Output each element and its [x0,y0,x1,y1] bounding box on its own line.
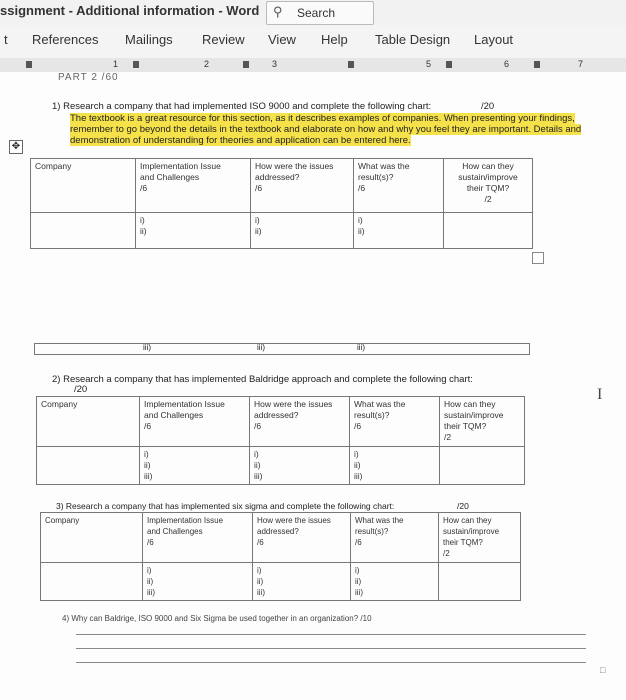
table-cell[interactable]: i) ii) [136,213,251,249]
question-2-marks: /20 [74,384,88,395]
search-box[interactable] [266,1,374,25]
search-icon: ⚲ [273,4,283,19]
question-3: 3) Research a company that has implemented six sigma and complete the following chart: [56,501,395,511]
answer-line [76,662,586,663]
roman-iii: iii) [143,343,151,352]
question-4: 4) Why can Baldrige, ISO 9000 and Six Sigma be used together in an organization? /10 [62,614,372,623]
table-cell[interactable]: i) ii) [354,213,444,249]
ruler-marker[interactable] [133,61,139,68]
header-sustain: How can they sustain/improve their TQM? /2 [440,397,525,447]
table-cell[interactable]: i) ii) iii) [350,447,440,485]
header-company: Company [41,513,143,563]
answer-line [76,648,586,649]
tab-help[interactable]: Help [321,32,348,47]
ruler-marker[interactable] [446,61,452,68]
table-cell[interactable]: i) ii) iii) [250,447,350,485]
table-continued-row [34,343,530,355]
roman-iii: iii) [257,343,265,352]
ruler-number: 7 [578,59,584,69]
answer-line [76,634,586,635]
header-issues: How were the issues addressed? /6 [250,397,350,447]
table-baldridge [36,396,525,485]
table-cell[interactable] [439,563,521,601]
part-heading: PART 2 /60 [58,72,119,83]
ruler-marker[interactable] [26,61,32,68]
header-results: What was the result(s)? /6 [350,397,440,447]
header-company: Company [37,397,140,447]
table-cell[interactable] [37,447,140,485]
tab-layout[interactable]: Layout [474,32,514,47]
question-3-marks: /20 [457,501,469,511]
table-cell[interactable] [440,447,525,485]
table-end-marker [532,252,544,264]
text-cursor-icon: I [597,386,603,403]
header-implementation: Implementation Issue and Challenges /6 [143,513,253,563]
ruler-marker[interactable] [243,61,249,68]
search-label: Search [297,6,336,20]
table-six-sigma [40,512,521,601]
instruction-line: remember to go beyond the details in the textbook and elaborate on how and why you feel they are important. Details and [70,124,582,135]
instructions [70,113,581,146]
horizontal-ruler[interactable] [0,58,626,73]
table-cell[interactable] [444,213,533,249]
ruler-marker[interactable] [534,61,540,68]
table-cell[interactable]: i) ii) [251,213,354,249]
question-1: 1) Research a company that had implemented ISO 9000 and complete the following chart: [52,101,432,112]
question-2: 2) Research a company that has implemented Baldridge approach and complete the following chart: [52,374,473,385]
header-implementation: Implementation Issue and Challenges /6 [140,397,250,447]
header-results: What was the result(s)? /6 [354,159,444,213]
table-cell[interactable]: i) ii) iii) [253,563,351,601]
table-iso9000 [30,158,533,249]
tab-view[interactable]: View [268,32,296,47]
header-sustain: How can they sustain/improve their TQM? /2 [439,513,521,563]
header-issues: How were the issues addressed? /6 [251,159,354,213]
ruler-marker[interactable] [348,61,354,68]
table-move-handle-icon[interactable]: ✥ [9,140,23,154]
table-cell[interactable] [41,563,143,601]
tab-review[interactable]: Review [202,32,245,47]
tab-references[interactable]: References [32,32,99,47]
tab-partial[interactable]: t [4,32,8,47]
header-sustain: How can they sustain/improve their TQM? /2 [444,159,533,213]
title-bar [0,0,626,26]
table-cell[interactable] [31,213,136,249]
instruction-line: demonstration of understanding for theories and application can be entered here. [70,135,411,146]
ruler-number: 2 [204,59,210,69]
ruler-number: 1 [113,59,119,69]
roman-iii: iii) [357,343,365,352]
header-company: Company [31,159,136,213]
question-1-marks: /20 [481,101,495,112]
ruler-number: 6 [504,59,510,69]
layout-options-icon[interactable]: □ [600,665,606,675]
header-issues: How were the issues addressed? /6 [253,513,351,563]
header-implementation: Implementation Issue and Challenges /6 [136,159,251,213]
instruction-line: The textbook is a great resource for this section, as it describes examples of companies. When presenting your findings, [70,113,575,124]
table-cell[interactable]: i) ii) iii) [143,563,253,601]
ribbon-tabs [0,26,626,62]
window-title: ssignment - Additional information - Word [0,3,260,18]
table-cell[interactable]: i) ii) iii) [351,563,439,601]
ruler-number: 5 [426,59,432,69]
header-results: What was the result(s)? /6 [351,513,439,563]
table-cell[interactable]: i) ii) iii) [140,447,250,485]
tab-mailings[interactable]: Mailings [125,32,173,47]
ruler-number: 3 [272,59,278,69]
tab-table-design[interactable]: Table Design [375,32,451,47]
